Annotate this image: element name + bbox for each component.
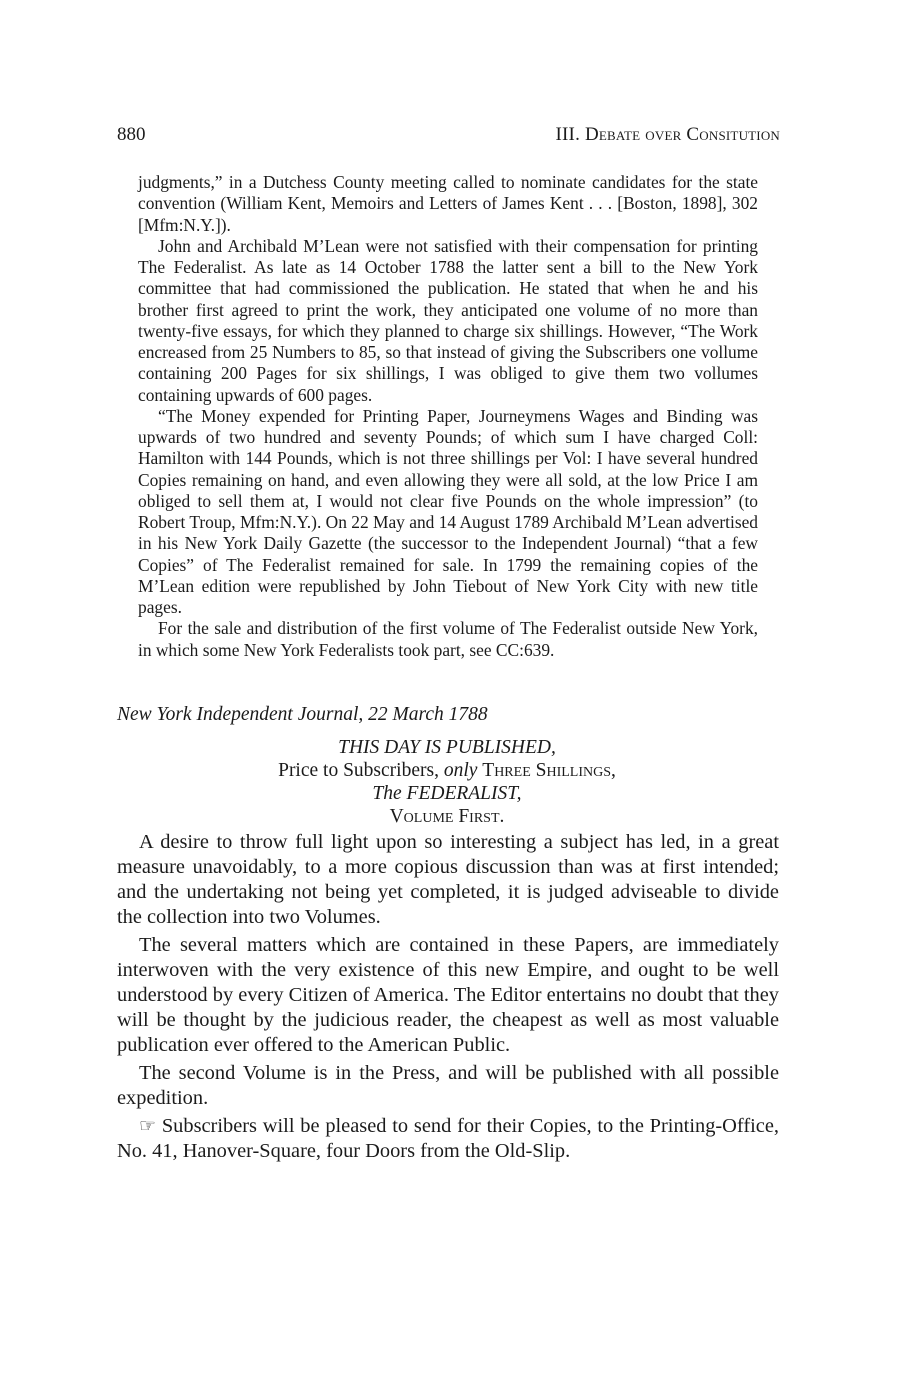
note-paragraph-2: John and Archibald M’Lean were not satisfied with their compensation for printing The Federalist. As late as 14 October 1788 the latter sent a bill to the New York committee that had commissioned the publication. He stated that when he and his brother first agreed to print the work, they anticipated one volume of no more than twenty-five essays, for which they planned to charge six shillings. However, “The Work encreased from 25 Numbers to 85, so that instead of giving the Subscribers one vollume containing 200 Pages for six shillings, I was obliged to give them two vollumes containing upwards of 600 pages. bbox=[138, 235, 758, 405]
ad-paragraph-4-text: Subscribers will be pleased to send for their Copies, to the Printing-Office, No. 41, Hanover-Square, four Doors from the Old-Slip. bbox=[117, 1115, 779, 1162]
advertisement-heading bbox=[117, 736, 777, 828]
editorial-note bbox=[138, 172, 758, 661]
ad-paragraph-4 bbox=[117, 1114, 779, 1164]
note-paragraph-1: judgments,” in a Dutchess County meeting called to nominate candidates for the state convention (William Kent, Memoirs and Letters of James Kent . . . [Boston, 1898], 302 [Mfm:N.Y.]). bbox=[138, 172, 758, 235]
ad-paragraph-2: The several matters which are contained in these Papers, are immediately interwoven with the very existence of this new Empire, and ought to be well understood by every Citizen of America. The Editor entertains no doubt that they will be thought by the judicious reader, the cheapest as well as most valuable publication ever offered to the American Public. bbox=[117, 934, 779, 1056]
section-title: III. Debate over Consitution bbox=[555, 124, 780, 145]
running-header bbox=[117, 124, 780, 152]
note-paragraph-4: For the sale and distribution of the first volume of The Federalist outside New York, in which some New York Federalists took part, see CC:639. bbox=[138, 618, 758, 660]
ad-headline: THIS DAY IS PUBLISHED, bbox=[338, 737, 556, 758]
advertisement-body bbox=[117, 830, 779, 1167]
ad-paragraph-1: A desire to throw full light upon so interesting a subject has led, in a great measure unavoidably, to a more copious discussion than was at first intended; and the undertaking not being yet completed, it is judged adviseable to divide the collection into two Volumes. bbox=[117, 831, 779, 928]
ad-title: The FEDERALIST, bbox=[372, 783, 522, 804]
ad-volume: Volume First. bbox=[389, 806, 505, 827]
ad-price-prefix: Price to Subscribers, bbox=[278, 760, 439, 781]
page-number: 880 bbox=[117, 124, 146, 145]
ad-price-amount: Three Shillings, bbox=[482, 760, 616, 781]
source-heading: New York Independent Journal, 22 March 1788 bbox=[117, 704, 488, 725]
note-paragraph-3: “The Money expended for Printing Paper, Journeymens Wages and Binding was upwards of two hundred and seventy Pounds; of which sum I have charged Coll: Hamilton with 144 Pounds, which is not three shillings per Vol: I have several hundred Copies remaining on hand, and even allowing they were all sold, at the low Price I am obliged to sell them at, I would not clear five Pounds on the whole impression” (to Robert Troup, Mfm:N.Y.). On 22 May and 14 August 1789 Archibald M’Lean advertised in his New York Daily Gazette (the successor to the Independent Journal) “that a few Copies” of The Federalist remained for sale. In 1799 the remaining copies of the M’Lean edition were republished by John Tiebout of New York City with new title pages. bbox=[138, 405, 758, 617]
pointing-hand-icon: ☞ bbox=[139, 1116, 157, 1137]
ad-price-line bbox=[117, 759, 777, 782]
ad-paragraph-3: The second Volume is in the Press, and will be published with all possible expedition. bbox=[117, 1062, 779, 1109]
ad-price-only: only bbox=[443, 760, 478, 781]
